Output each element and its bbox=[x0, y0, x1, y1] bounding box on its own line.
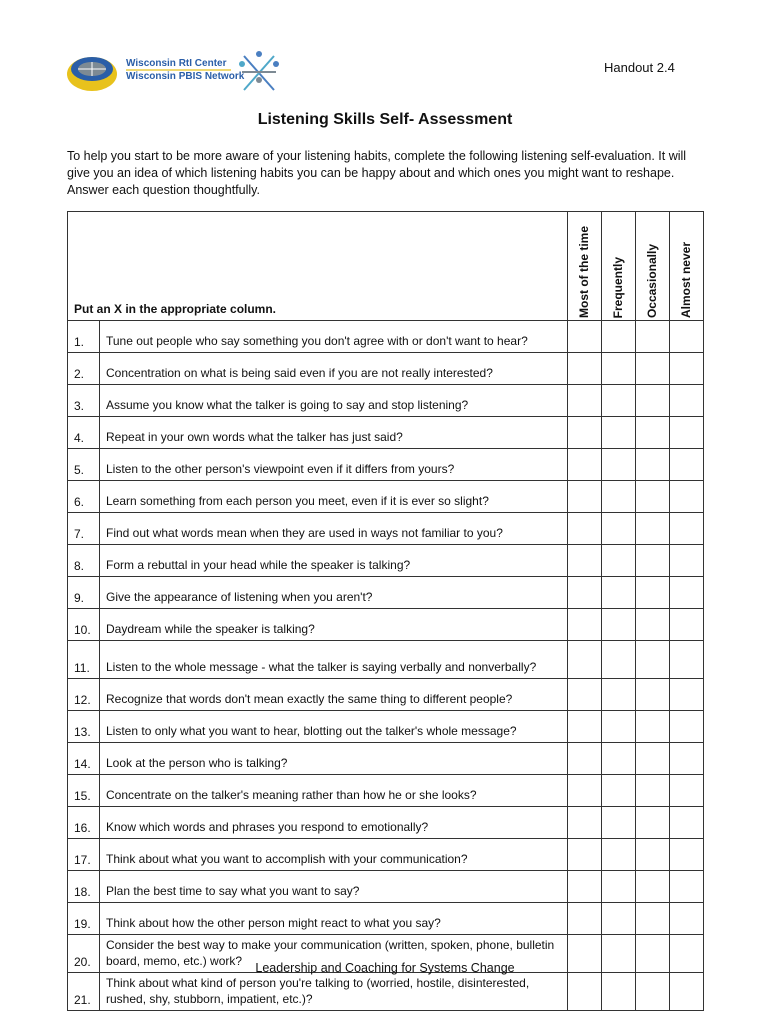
answer-cell[interactable] bbox=[602, 807, 636, 839]
question-number: 16. bbox=[68, 807, 100, 839]
answer-cell[interactable] bbox=[670, 903, 704, 935]
answer-cell[interactable] bbox=[636, 577, 670, 609]
answer-cell[interactable] bbox=[670, 353, 704, 385]
question-number: 11. bbox=[68, 641, 100, 679]
answer-cell[interactable] bbox=[568, 743, 602, 775]
answer-cell[interactable] bbox=[568, 449, 602, 481]
answer-cell[interactable] bbox=[602, 577, 636, 609]
answer-cell[interactable] bbox=[636, 449, 670, 481]
answer-cell[interactable] bbox=[602, 321, 636, 353]
question-number: 6. bbox=[68, 481, 100, 513]
answer-cell[interactable] bbox=[602, 385, 636, 417]
column-label: Almost never bbox=[678, 241, 693, 318]
question-number: 19. bbox=[68, 903, 100, 935]
question-text: Consider the best way to make your communication (written, spoken, phone, bulletin board, memo, etc.) work? bbox=[100, 935, 568, 973]
table-row bbox=[68, 839, 704, 871]
question-number: 3. bbox=[68, 385, 100, 417]
answer-cell[interactable] bbox=[636, 839, 670, 871]
column-frequently bbox=[602, 212, 636, 321]
answer-cell[interactable] bbox=[636, 513, 670, 545]
answer-cell[interactable] bbox=[602, 973, 636, 1011]
answer-cell[interactable] bbox=[568, 353, 602, 385]
logo-line1: Wisconsin RtI Center bbox=[126, 58, 227, 69]
answer-cell[interactable] bbox=[602, 711, 636, 743]
question-text: Look at the person who is talking? bbox=[100, 743, 568, 775]
answer-cell[interactable] bbox=[602, 353, 636, 385]
answer-cell[interactable] bbox=[602, 743, 636, 775]
question-text: Daydream while the speaker is talking? bbox=[100, 609, 568, 641]
answer-cell[interactable] bbox=[670, 385, 704, 417]
assessment-table bbox=[67, 211, 704, 1011]
answer-cell[interactable] bbox=[568, 679, 602, 711]
answer-cell[interactable] bbox=[602, 903, 636, 935]
question-number: 8. bbox=[68, 545, 100, 577]
table-row bbox=[68, 385, 704, 417]
table-row bbox=[68, 775, 704, 807]
table-row bbox=[68, 711, 704, 743]
question-number: 1. bbox=[68, 321, 100, 353]
question-number: 12. bbox=[68, 679, 100, 711]
answer-cell[interactable] bbox=[670, 775, 704, 807]
question-number: 20. bbox=[68, 935, 100, 973]
answer-cell[interactable] bbox=[568, 513, 602, 545]
question-text: Assume you know what the talker is going to say and stop listening? bbox=[100, 385, 568, 417]
question-text: Recognize that words don't mean exactly the same thing to different people? bbox=[100, 679, 568, 711]
table-instruction: Put an X in the appropriate column. bbox=[68, 212, 568, 321]
answer-cell[interactable] bbox=[670, 577, 704, 609]
question-number: 17. bbox=[68, 839, 100, 871]
answer-cell[interactable] bbox=[568, 609, 602, 641]
wisconsin-rti-logo bbox=[66, 50, 282, 96]
answer-cell[interactable] bbox=[602, 513, 636, 545]
answer-cell[interactable] bbox=[568, 385, 602, 417]
answer-cell[interactable] bbox=[568, 577, 602, 609]
question-number: 10. bbox=[68, 609, 100, 641]
question-number: 5. bbox=[68, 449, 100, 481]
answer-cell[interactable] bbox=[670, 871, 704, 903]
column-almost-never bbox=[670, 212, 704, 321]
table-row bbox=[68, 609, 704, 641]
table-row bbox=[68, 743, 704, 775]
question-number: 4. bbox=[68, 417, 100, 449]
column-most-of-the-time bbox=[568, 212, 602, 321]
question-text: Plan the best time to say what you want to say? bbox=[100, 871, 568, 903]
answer-cell[interactable] bbox=[670, 743, 704, 775]
table-body bbox=[68, 321, 704, 1011]
answer-cell[interactable] bbox=[670, 609, 704, 641]
question-number: 21. bbox=[68, 973, 100, 1011]
table-row bbox=[68, 545, 704, 577]
question-text: Concentration on what is being said even if you are not really interested? bbox=[100, 353, 568, 385]
answer-cell[interactable] bbox=[670, 545, 704, 577]
answer-cell[interactable] bbox=[602, 481, 636, 513]
answer-cell[interactable] bbox=[670, 513, 704, 545]
question-text: Find out what words mean when they are used in ways not familiar to you? bbox=[100, 513, 568, 545]
answer-cell[interactable] bbox=[636, 903, 670, 935]
answer-cell[interactable] bbox=[636, 417, 670, 449]
table-row bbox=[68, 679, 704, 711]
answer-cell[interactable] bbox=[568, 641, 602, 679]
question-text: Think about how the other person might react to what you say? bbox=[100, 903, 568, 935]
question-text: Listen to the whole message - what the talker is saying verbally and nonverbally? bbox=[100, 641, 568, 679]
question-number: 18. bbox=[68, 871, 100, 903]
table-row bbox=[68, 353, 704, 385]
table-row bbox=[68, 577, 704, 609]
answer-cell[interactable] bbox=[670, 807, 704, 839]
answer-cell[interactable] bbox=[670, 839, 704, 871]
answer-cell[interactable] bbox=[602, 545, 636, 577]
answer-cell[interactable] bbox=[636, 545, 670, 577]
answer-cell[interactable] bbox=[636, 353, 670, 385]
handout-number: Handout 2.4 bbox=[604, 60, 675, 75]
answer-cell[interactable] bbox=[636, 871, 670, 903]
question-text: Give the appearance of listening when you aren't? bbox=[100, 577, 568, 609]
answer-cell[interactable] bbox=[568, 545, 602, 577]
answer-cell[interactable] bbox=[602, 417, 636, 449]
table-row bbox=[68, 641, 704, 679]
question-number: 9. bbox=[68, 577, 100, 609]
answer-cell[interactable] bbox=[602, 871, 636, 903]
question-text: Tune out people who say something you don't agree with or don't want to hear? bbox=[100, 321, 568, 353]
column-label: Occasionally bbox=[644, 243, 659, 318]
question-text: Listen to only what you want to hear, blotting out the talker's whole message? bbox=[100, 711, 568, 743]
people-network-icon bbox=[239, 51, 279, 90]
answer-cell[interactable] bbox=[568, 321, 602, 353]
answer-cell[interactable] bbox=[636, 385, 670, 417]
table-header-row bbox=[68, 212, 704, 321]
column-occasionally bbox=[636, 212, 670, 321]
answer-cell[interactable] bbox=[568, 481, 602, 513]
answer-cell[interactable] bbox=[568, 775, 602, 807]
answer-cell[interactable] bbox=[602, 609, 636, 641]
answer-cell[interactable] bbox=[670, 449, 704, 481]
answer-cell[interactable] bbox=[670, 321, 704, 353]
question-text: Think about what you want to accomplish with your communication? bbox=[100, 839, 568, 871]
answer-cell[interactable] bbox=[568, 903, 602, 935]
answer-cell[interactable] bbox=[568, 973, 602, 1011]
answer-cell[interactable] bbox=[636, 481, 670, 513]
page-footer: Leadership and Coaching for Systems Change bbox=[255, 961, 515, 975]
answer-cell[interactable] bbox=[602, 679, 636, 711]
table-row bbox=[68, 449, 704, 481]
answer-cell[interactable] bbox=[602, 839, 636, 871]
answer-cell[interactable] bbox=[636, 321, 670, 353]
column-label: Frequently bbox=[610, 256, 625, 318]
question-number: 15. bbox=[68, 775, 100, 807]
column-label: Most of the time bbox=[576, 226, 591, 318]
table-row bbox=[68, 973, 704, 1011]
table-row bbox=[68, 807, 704, 839]
answer-cell[interactable] bbox=[670, 679, 704, 711]
answer-cell[interactable] bbox=[568, 711, 602, 743]
table-row bbox=[68, 481, 704, 513]
question-number: 13. bbox=[68, 711, 100, 743]
answer-cell[interactable] bbox=[670, 417, 704, 449]
question-text: Repeat in your own words what the talker has just said? bbox=[100, 417, 568, 449]
question-number: 14. bbox=[68, 743, 100, 775]
answer-cell[interactable] bbox=[602, 641, 636, 679]
table-row bbox=[68, 513, 704, 545]
answer-cell[interactable] bbox=[636, 641, 670, 679]
answer-cell[interactable] bbox=[670, 481, 704, 513]
answer-cell[interactable] bbox=[636, 807, 670, 839]
answer-cell[interactable] bbox=[636, 711, 670, 743]
answer-cell[interactable] bbox=[636, 679, 670, 711]
question-number: 7. bbox=[68, 513, 100, 545]
question-number: 2. bbox=[68, 353, 100, 385]
answer-cell[interactable] bbox=[636, 609, 670, 641]
logo-line2: Wisconsin PBIS Network bbox=[126, 71, 245, 82]
answer-cell[interactable] bbox=[636, 775, 670, 807]
question-text: Listen to the other person's viewpoint even if it differs from yours? bbox=[100, 449, 568, 481]
question-text: Learn something from each person you meet, even if it is ever so slight? bbox=[100, 481, 568, 513]
table-row bbox=[68, 871, 704, 903]
question-text: Concentrate on the talker's meaning rather than how he or she looks? bbox=[100, 775, 568, 807]
answer-cell[interactable] bbox=[636, 743, 670, 775]
answer-cell[interactable] bbox=[568, 871, 602, 903]
table-row bbox=[68, 417, 704, 449]
answer-cell[interactable] bbox=[568, 807, 602, 839]
answer-cell[interactable] bbox=[636, 973, 670, 1011]
answer-cell[interactable] bbox=[568, 417, 602, 449]
question-text: Form a rebuttal in your head while the speaker is talking? bbox=[100, 545, 568, 577]
answer-cell[interactable] bbox=[670, 641, 704, 679]
table-row bbox=[68, 321, 704, 353]
table-row bbox=[68, 903, 704, 935]
answer-cell[interactable] bbox=[670, 973, 704, 1011]
question-text: Know which words and phrases you respond to emotionally? bbox=[100, 807, 568, 839]
intro-paragraph: To help you start to be more aware of your listening habits, complete the following listening self-evaluation. It will give you an idea of which listening habits you can be happy about and which ones you might want to reshape. Answer each question thoughtfully. bbox=[67, 149, 687, 197]
page-title: Listening Skills Self- Assessment bbox=[257, 111, 513, 128]
question-text: Think about what kind of person you're talking to (worried, hostile, disinterested, rushed, shy, stubborn, impatient, etc.)? bbox=[100, 973, 568, 1011]
answer-cell[interactable] bbox=[568, 839, 602, 871]
answer-cell[interactable] bbox=[602, 775, 636, 807]
answer-cell[interactable] bbox=[670, 711, 704, 743]
answer-cell[interactable] bbox=[602, 449, 636, 481]
